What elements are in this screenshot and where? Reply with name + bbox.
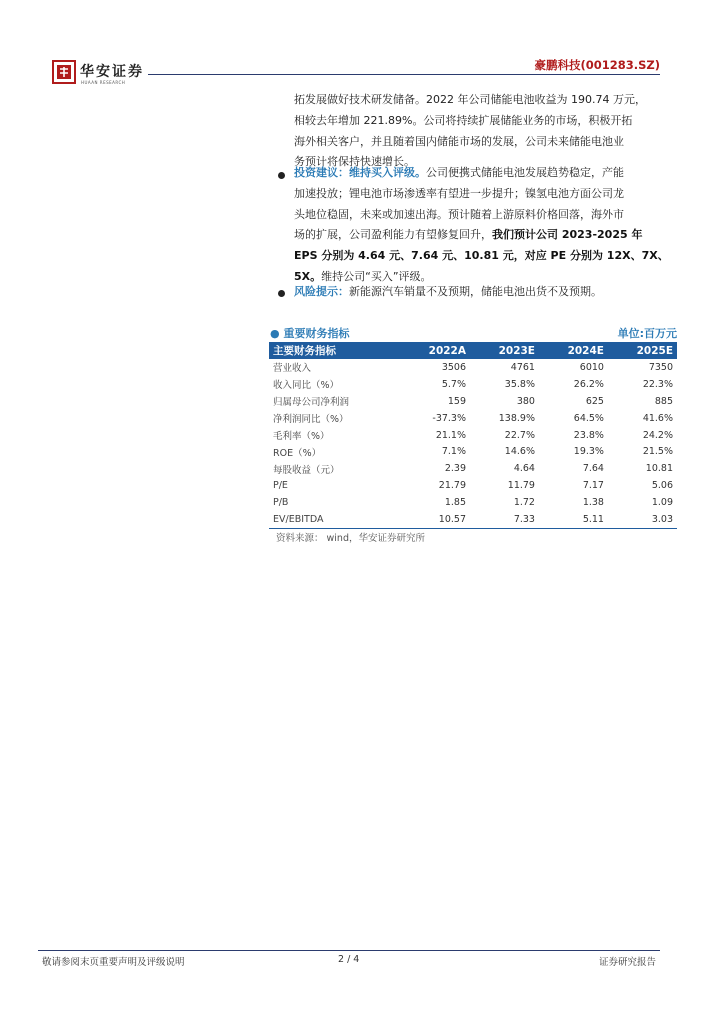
table-cell: 21.5% bbox=[642, 446, 673, 458]
risk-text: 新能源汽车销量不及预期，储能电池出货不及预期。 bbox=[349, 285, 602, 298]
table-cell: 138.9% bbox=[498, 412, 535, 424]
row-label: 毛利率（%） bbox=[273, 431, 330, 442]
bullet-dot-icon: ● bbox=[270, 327, 280, 340]
table-cell: 19.3% bbox=[573, 446, 604, 458]
table-row bbox=[269, 460, 677, 477]
table-cell: 4761 bbox=[510, 361, 535, 373]
row-label: 营业收入 bbox=[273, 363, 312, 375]
text-line: 公司便携式储能电池发展趋势稳定，产能 bbox=[426, 166, 624, 179]
row-label: P/E bbox=[273, 480, 288, 492]
rating-text: 维持公司“买入”评级。 bbox=[321, 269, 432, 283]
table-row bbox=[269, 393, 677, 410]
table-row bbox=[269, 410, 677, 427]
text-line: 务预计将保持快速增长。 bbox=[294, 155, 415, 169]
table-cell: 7.1% bbox=[441, 446, 466, 458]
table-cell: 885 bbox=[654, 395, 673, 407]
table-cell: 7.33 bbox=[513, 513, 535, 525]
page-number: 2 / 4 bbox=[338, 954, 360, 965]
table-row bbox=[269, 477, 677, 494]
table-row bbox=[269, 494, 677, 511]
footer-report-type: 证券研究报告 bbox=[598, 957, 656, 968]
table-cell: 7350 bbox=[648, 361, 673, 373]
table-cell: 22.3% bbox=[642, 378, 673, 390]
row-label: 收入同比（%） bbox=[273, 380, 340, 392]
table-cell: 7.17 bbox=[582, 480, 604, 492]
forecast-text: 我们预计公司 2023-2025 年 bbox=[492, 228, 643, 242]
row-label: P/B bbox=[273, 497, 289, 509]
company-logo-icon bbox=[52, 60, 76, 84]
business-paragraph bbox=[294, 90, 680, 173]
table-row bbox=[269, 427, 677, 444]
table-cell: 3506 bbox=[441, 361, 466, 373]
column-header: 主要财务指标 bbox=[269, 342, 400, 359]
table-cell: 24.2% bbox=[642, 429, 673, 441]
table-cell: 5.11 bbox=[582, 513, 604, 525]
bullet-icon bbox=[278, 290, 285, 297]
table-cell: -37.3% bbox=[432, 412, 466, 424]
table-cell: 10.57 bbox=[438, 513, 466, 525]
table-title bbox=[270, 325, 349, 341]
table-unit: 单位:百万元 bbox=[617, 327, 677, 340]
bullet-icon bbox=[278, 172, 285, 179]
table-cell: 5.06 bbox=[651, 480, 673, 492]
table-cell: 625 bbox=[585, 395, 604, 407]
table-cell: 11.79 bbox=[507, 480, 535, 492]
text-line: 加速投放；锂电池市场渗透率有望进一步提升；镍氢电池方面公司龙 bbox=[294, 186, 624, 200]
investment-advice-heading: 投资建议：维持买入评级。 bbox=[294, 166, 426, 179]
table-cell: 14.6% bbox=[504, 446, 535, 458]
text-line: 拓发展做好技术研发储备。2022 年公司储能电池收益为 190.74 万元， bbox=[294, 93, 646, 106]
table-row bbox=[269, 376, 677, 393]
risk-paragraph bbox=[294, 282, 680, 303]
table-source: 资料来源： wind，华安证券研究所 bbox=[276, 533, 425, 544]
brand-name-cn: 华安证券 bbox=[80, 64, 144, 80]
table-row bbox=[269, 359, 677, 376]
table-header-row bbox=[269, 342, 677, 359]
column-header: 2024E bbox=[539, 342, 608, 359]
text-line: 海外相关客户，并且随着国内储能市场的发展，公司未来储能电池业 bbox=[294, 134, 624, 148]
table-cell: 2.39 bbox=[444, 463, 466, 475]
forecast-text: EPS 分别为 4.64 元、7.64 元、10.81 元，对应 PE 分别为 12X、7X、 bbox=[294, 249, 669, 263]
footer-divider bbox=[38, 950, 660, 951]
table-cell: 1.85 bbox=[444, 497, 466, 509]
table-cell: 64.5% bbox=[573, 412, 604, 424]
table-cell: 1.38 bbox=[582, 497, 604, 509]
forecast-text: 5X。 bbox=[294, 269, 322, 283]
table-cell: 22.7% bbox=[504, 429, 535, 441]
text-line: 场的扩展，公司盈利能力有望修复回升， bbox=[294, 228, 492, 242]
row-label: 归属母公司净利润 bbox=[273, 397, 350, 409]
row-label: ROE（%） bbox=[273, 447, 322, 459]
brand-name-en: HUAAN RESEARCH bbox=[81, 80, 126, 85]
table-row bbox=[269, 511, 677, 528]
table-cell: 1.72 bbox=[513, 497, 535, 509]
financial-indicators-table bbox=[269, 342, 677, 528]
row-label: EV/EBITDA bbox=[273, 513, 324, 525]
row-label: 每股收益（元） bbox=[273, 464, 340, 476]
table-bottom-rule bbox=[269, 528, 677, 529]
table-cell: 23.8% bbox=[573, 429, 604, 441]
table-cell: 1.09 bbox=[651, 497, 673, 509]
table-cell: 3.03 bbox=[651, 513, 673, 525]
report-header-title: 豪鹏科技(001283.SZ) bbox=[534, 58, 660, 72]
header-divider bbox=[148, 74, 660, 75]
table-cell: 10.81 bbox=[645, 463, 673, 475]
table-cell: 380 bbox=[516, 395, 535, 407]
table-row bbox=[269, 443, 677, 460]
table-cell: 21.79 bbox=[438, 480, 466, 492]
table-cell: 5.7% bbox=[441, 378, 466, 390]
table-cell: 7.64 bbox=[582, 463, 604, 475]
footer-disclaimer: 敬请参阅末页重要声明及评级说明 bbox=[42, 957, 185, 968]
column-header: 2022A bbox=[400, 342, 470, 359]
risk-heading: 风险提示： bbox=[294, 285, 349, 298]
table-cell: 159 bbox=[447, 395, 466, 407]
table-cell: 41.6% bbox=[642, 412, 673, 424]
table-cell: 35.8% bbox=[504, 378, 535, 390]
row-label: 净利润同比（%） bbox=[273, 414, 349, 426]
text-line: 相较去年增加 221.89%。公司将持续扩展储能业务的市场，积极开拓 bbox=[294, 113, 633, 127]
table-cell: 4.64 bbox=[513, 463, 535, 475]
table-cell: 6010 bbox=[579, 361, 604, 373]
table-cell: 21.1% bbox=[435, 429, 466, 441]
column-header: 2023E bbox=[470, 342, 539, 359]
column-header: 2025E bbox=[608, 342, 677, 359]
text-line: 头地位稳固，未来或加速出海。预计随着上游原料价格回落，海外市 bbox=[294, 207, 624, 221]
table-cell: 26.2% bbox=[573, 378, 604, 390]
table-title-text: 重要财务指标 bbox=[283, 327, 350, 340]
investment-advice-paragraph bbox=[294, 163, 680, 288]
